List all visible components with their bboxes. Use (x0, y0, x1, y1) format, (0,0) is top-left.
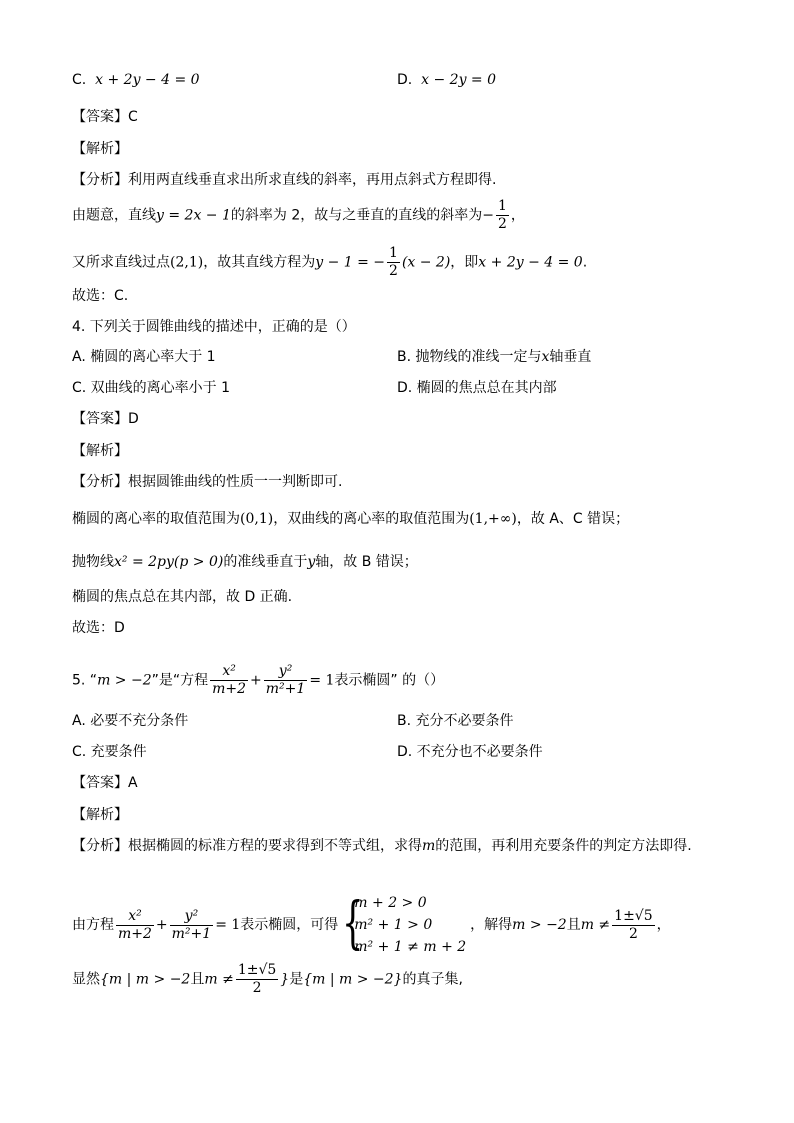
q4-solution-line2: 抛物线x² = 2py(p > 0)的准线垂直于y轴，故 B 错误； (72, 554, 418, 570)
q3-analysis-heading: 【解析】 (72, 141, 128, 157)
q3-solution-line1: 由题意，直线y = 2x − 1的斜率为 2，故与之垂直的直线的斜率为− $\frac{1}{2}$ ， (72, 198, 525, 232)
q5-analysis-heading: 【解析】 (72, 807, 128, 823)
q4-analysis-heading: 【解析】 (72, 443, 128, 459)
q4-option-b: B. 抛物线的准线一定与x轴垂直 (397, 349, 592, 365)
q3-option-c: C. x + 2y − 4 = 0 (72, 72, 200, 88)
q5-solution-line1: 由方程 $\frac{\text{x²}}{m+2}$ + $\frac{\text{y²}}{\text{m²+1}}$ = 1表示椭圆，可得 { m + 2 > 0 m² + 1 > 0 m² + 1 ≠ m + 2 ，解得m > −2且m ≠ $\frac{1\pm√5}{2}$ ， (72, 891, 671, 956)
q4-option-c: C. 双曲线的离心率小于 1 (72, 380, 231, 396)
q5-option-d: D. 不充分也不必要条件 (397, 744, 543, 760)
q4-fenxi: 【分析】根据圆锥曲线的性质一一判断即可. (72, 474, 343, 490)
q4-answer: 【答案】D (72, 411, 139, 427)
q5-fenxi: 【分析】根据椭圆的标准方程的要求得到不等式组，求得m的范围，再利用充要条件的判定方法即得. (72, 838, 692, 854)
q5-solution-line2: 显然{m | m > −2且m ≠ $\frac{1\pm√5}{2}$ }是{m | m > −2}的真子集, (72, 962, 463, 996)
q4-solution-line3: 椭圆的焦点总在其内部，故 D 正确. (72, 589, 293, 605)
q4-solution-line1: 椭圆的离心率的取值范围为(0,1)，双曲线的离心率的取值范围为(1,+∞)，故 A、C 错误； (72, 511, 630, 527)
q5-answer: 【答案】A (72, 775, 138, 791)
q3-option-d: D. x − 2y = 0 (397, 72, 497, 88)
q5-option-b: B. 充分不必要条件 (397, 713, 514, 729)
q3-answer: 【答案】C (72, 109, 138, 125)
q3-fenxi: 【分析】利用两直线垂直求出所求直线的斜率，再用点斜式方程即得. (72, 172, 497, 188)
q3-choose: 故选：C. (72, 288, 129, 304)
inequality-system: { m + 2 > 0 m² + 1 > 0 m² + 1 ≠ m + 2 (342, 891, 467, 956)
q4-option-d: D. 椭圆的焦点总在其内部 (397, 380, 557, 396)
q4-stem: 4. 下列关于圆锥曲线的描述中，正确的是（） (72, 319, 356, 335)
q5-option-a: A. 必要不充分条件 (72, 713, 189, 729)
q4-choose: 故选：D (72, 620, 125, 636)
q5-stem: 5. “m > −2”是“方程 $\frac{\text{x²}}{m+2}$ + $\frac{\text{y²}}{\text{m²+1}}$ = 1表示椭圆” 的（） (72, 663, 445, 697)
q5-option-c: C. 充要条件 (72, 744, 147, 760)
q4-option-a: A. 椭圆的离心率大于 1 (72, 349, 216, 365)
q3-solution-line2: 又所求直线过点(2,1)，故其直线方程为y − 1 = − $\frac{1}{2}$ (x − 2)，即x + 2y − 4 = 0. (72, 245, 588, 279)
